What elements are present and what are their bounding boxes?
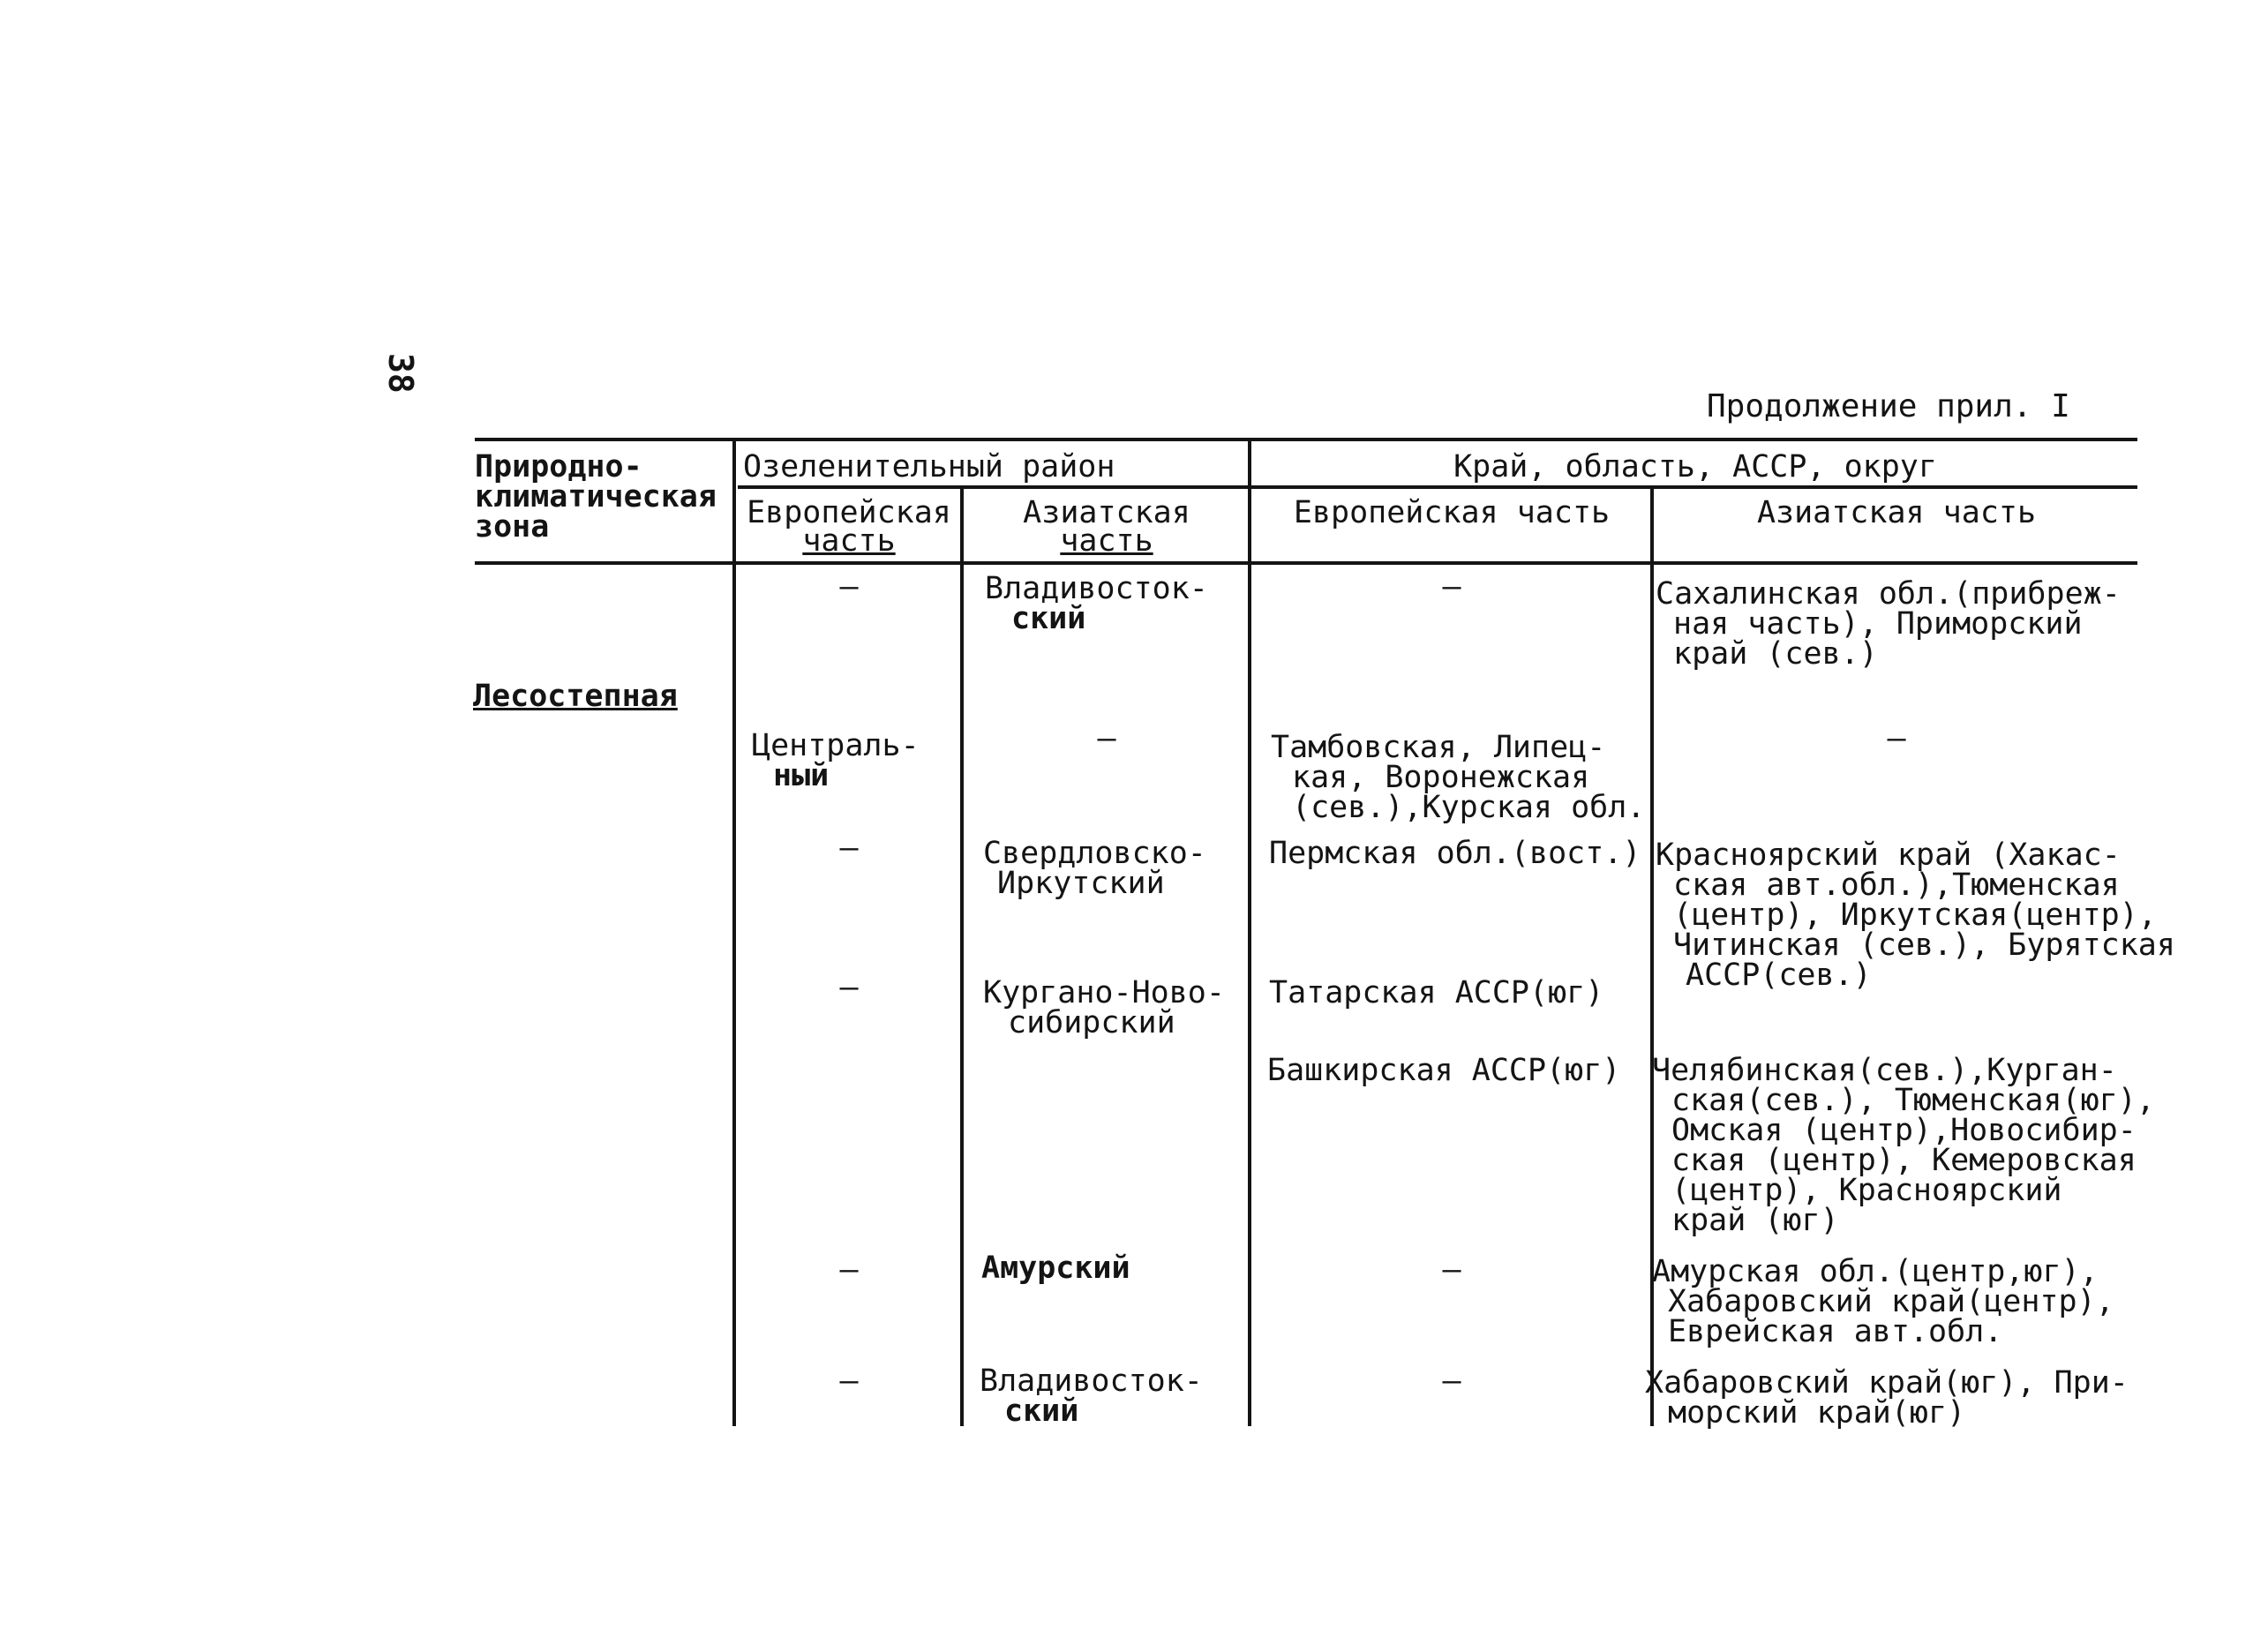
col-divider-3 xyxy=(1248,439,1251,1426)
header-region: Край, область, АССР, округ xyxy=(1453,449,1937,484)
col-divider-2 xyxy=(960,487,964,1426)
header-mid-rule xyxy=(738,485,2137,489)
appendix-caption: Продолжение прил. I xyxy=(1707,388,2070,424)
zone-name: Лесостепная xyxy=(473,679,678,714)
header-bottom-rule xyxy=(475,561,2137,565)
col-divider-1 xyxy=(732,439,736,1426)
header-district: Озеленительный район xyxy=(743,449,1115,484)
header-region-asian: Азиатская часть xyxy=(1756,495,2037,530)
table-top-rule xyxy=(475,438,2137,441)
header-region-european: Европейская часть xyxy=(1293,495,1611,530)
page-number: 38 xyxy=(381,353,420,394)
